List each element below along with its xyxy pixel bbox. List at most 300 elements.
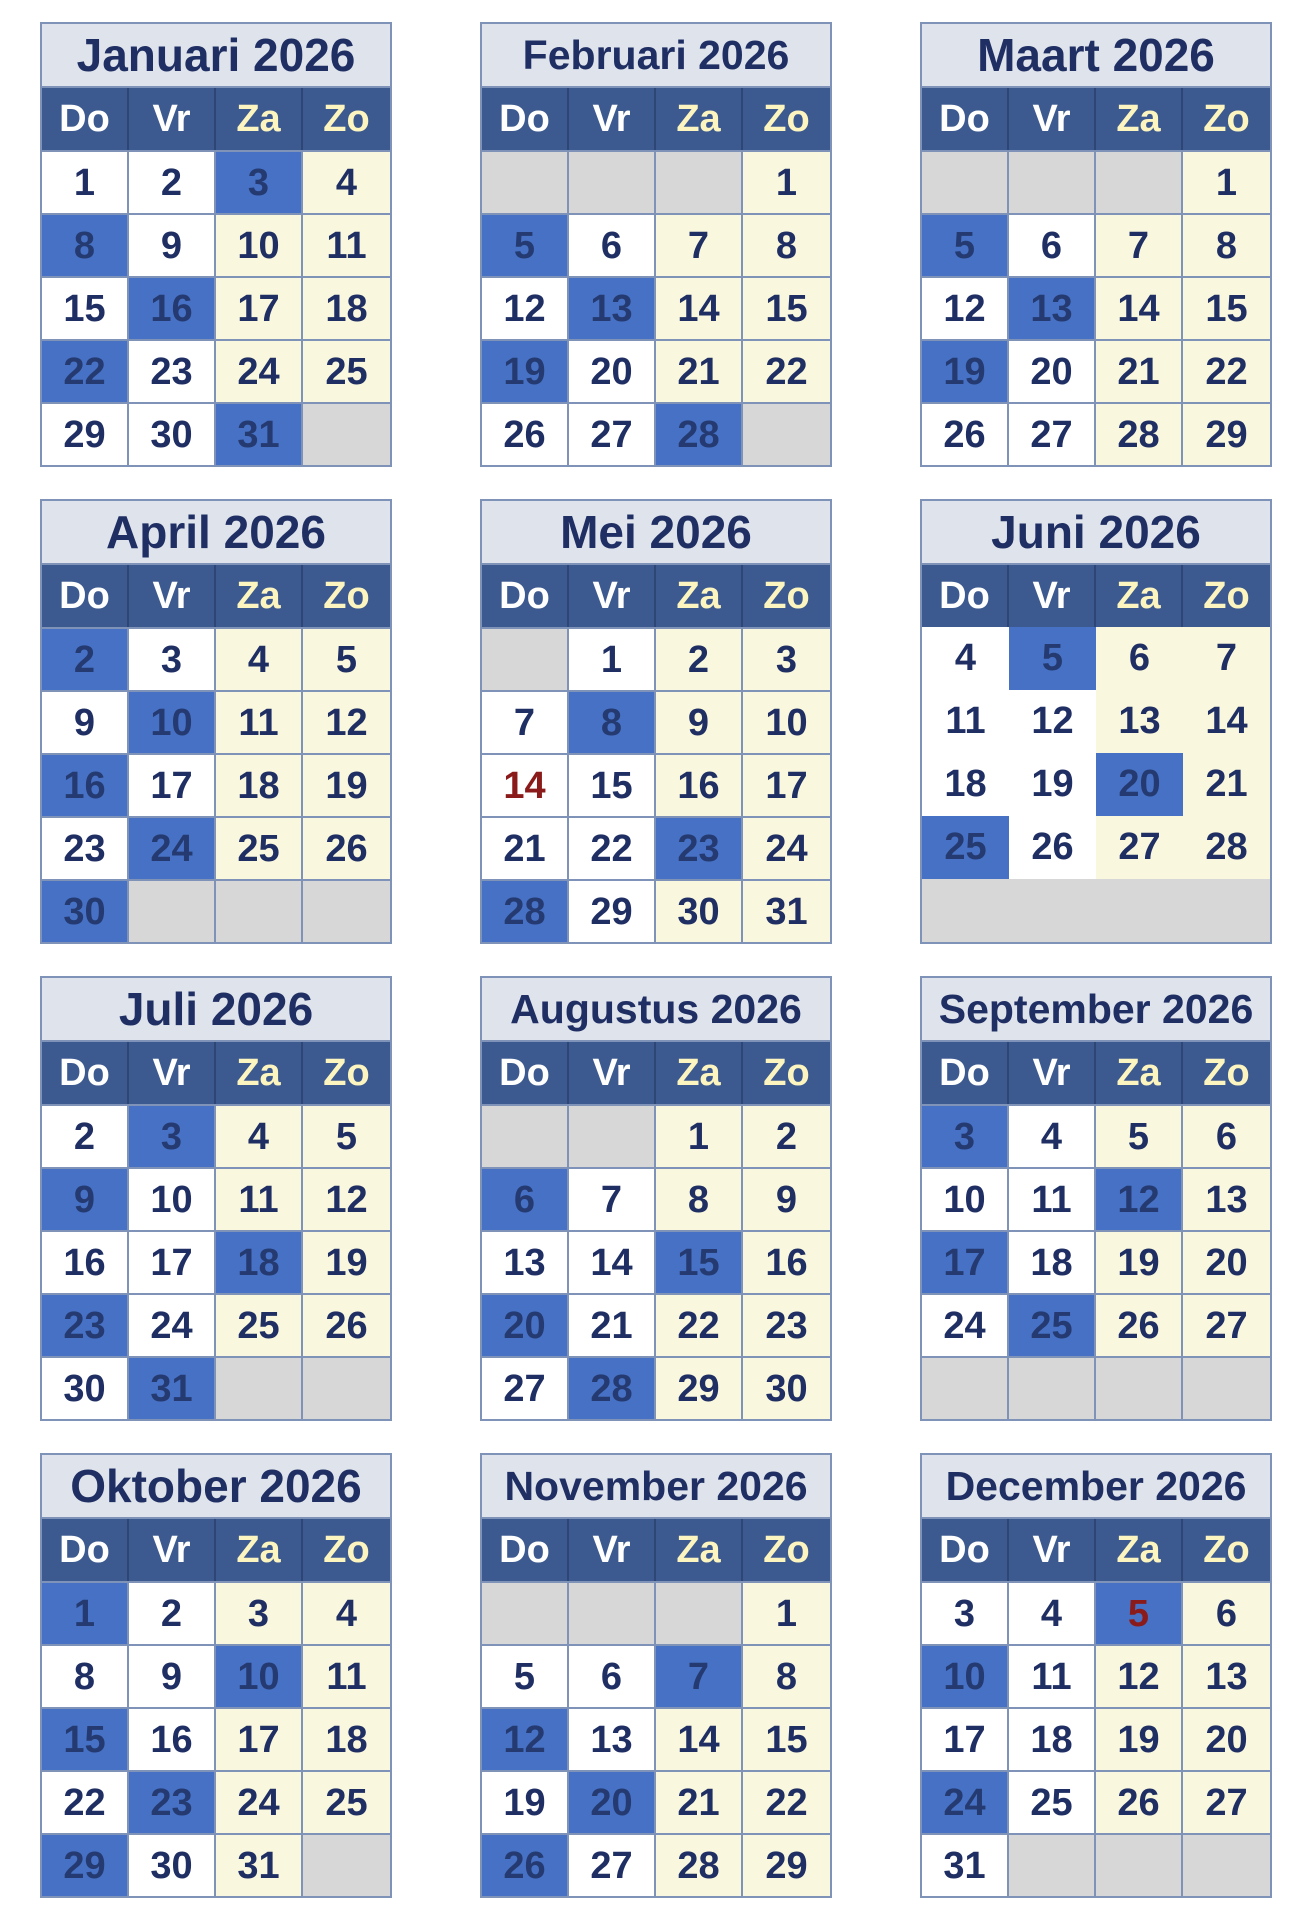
day-cell: 10 [743,690,830,753]
weekday-label: Vr [569,1042,656,1104]
day-cell: 6 [569,1644,656,1707]
day-cell: 27 [1183,1293,1270,1356]
day-cell: 24 [129,816,216,879]
weekday-header [482,1042,830,1104]
day-cell: 1 [42,150,129,213]
day-cell: 2 [129,1581,216,1644]
empty-day-cell [1009,1356,1096,1419]
month-title: Maart 2026 [922,24,1270,88]
month-title: November 2026 [482,1455,830,1519]
day-cell: 4 [216,1104,303,1167]
day-cell: 19 [303,753,390,816]
day-cell: 12 [922,276,1009,339]
weekday-header [42,1042,390,1104]
day-cell: 15 [42,1707,129,1770]
weekday-header [42,565,390,627]
day-cell: 19 [922,339,1009,402]
day-cell: 21 [1183,753,1270,816]
day-cell: 18 [216,1230,303,1293]
day-cell: 17 [216,1707,303,1770]
day-cell: 9 [42,690,129,753]
day-cell: 29 [569,879,656,942]
day-cell: 13 [1183,1644,1270,1707]
day-cell: 16 [42,1230,129,1293]
weekday-header [922,1042,1270,1104]
month-calendar [920,976,1272,1421]
weekday-label: Do [482,1042,569,1104]
day-cell: 19 [303,1230,390,1293]
day-cell: 21 [1096,339,1183,402]
day-cell: 15 [42,276,129,339]
day-cell: 4 [922,627,1009,690]
month-calendar [480,976,832,1421]
day-cell: 17 [922,1230,1009,1293]
empty-day-cell [656,1581,743,1644]
day-cell: 31 [129,1356,216,1419]
weekday-label: Do [482,1519,569,1581]
day-cell: 10 [129,690,216,753]
day-cell: 2 [42,1104,129,1167]
day-cell: 2 [42,627,129,690]
weekday-label: Vr [129,1519,216,1581]
weekday-label: Za [216,1042,303,1104]
day-cell: 10 [216,1644,303,1707]
day-cell: 10 [922,1167,1009,1230]
day-cell: 29 [1183,402,1270,465]
day-cell: 20 [569,339,656,402]
day-grid [42,150,390,465]
day-cell: 18 [1009,1230,1096,1293]
day-cell: 29 [743,1833,830,1896]
day-cell: 26 [1009,816,1096,879]
day-cell: 3 [129,627,216,690]
day-cell: 12 [1009,690,1096,753]
day-cell: 14 [1183,690,1270,753]
day-cell: 17 [216,276,303,339]
day-cell: 13 [1183,1167,1270,1230]
weekday-label: Do [922,88,1009,150]
day-cell: 4 [1009,1581,1096,1644]
day-cell: 13 [569,276,656,339]
day-cell: 24 [922,1770,1009,1833]
empty-day-cell [129,879,216,942]
empty-day-cell [1183,879,1270,942]
weekday-header [482,565,830,627]
empty-day-cell [216,879,303,942]
day-cell: 19 [482,1770,569,1833]
weekday-label: Vr [569,88,656,150]
weekday-label: Vr [1009,1042,1096,1104]
day-cell: 1 [743,150,830,213]
empty-day-cell [1096,150,1183,213]
empty-day-cell [1096,879,1183,942]
day-cell: 8 [1183,213,1270,276]
day-cell: 5 [1009,627,1096,690]
empty-day-cell [482,627,569,690]
day-cell: 7 [569,1167,656,1230]
day-cell: 28 [1096,402,1183,465]
day-cell: 5 [922,213,1009,276]
empty-day-cell [922,150,1009,213]
weekday-header [922,88,1270,150]
day-cell: 7 [656,213,743,276]
day-cell: 17 [129,1230,216,1293]
weekday-label: Do [42,88,129,150]
weekday-label: Zo [303,88,390,150]
weekday-label: Do [922,565,1009,627]
weekday-label: Za [656,88,743,150]
weekday-header [42,88,390,150]
day-cell: 16 [129,1707,216,1770]
weekday-label: Zo [303,565,390,627]
day-grid [482,150,830,465]
calendar-grid [40,22,1272,1898]
weekday-label: Zo [1183,1519,1270,1581]
day-grid [482,1581,830,1896]
day-cell: 8 [656,1167,743,1230]
empty-day-cell [1009,150,1096,213]
day-cell: 1 [1183,150,1270,213]
day-grid [922,1104,1270,1419]
day-cell: 5 [482,213,569,276]
day-cell: 23 [743,1293,830,1356]
empty-day-cell [303,879,390,942]
day-cell: 28 [656,402,743,465]
month-title: April 2026 [42,501,390,565]
day-cell: 17 [743,753,830,816]
day-cell: 23 [129,1770,216,1833]
day-cell: 21 [569,1293,656,1356]
day-cell: 8 [42,1644,129,1707]
weekday-label: Za [1096,1042,1183,1104]
day-cell: 25 [216,1293,303,1356]
month-title: Oktober 2026 [42,1455,390,1519]
day-cell: 11 [1009,1644,1096,1707]
day-cell: 9 [129,1644,216,1707]
weekday-label: Za [656,1042,743,1104]
month-title: Januari 2026 [42,24,390,88]
day-cell: 3 [743,627,830,690]
day-cell: 26 [1096,1770,1183,1833]
weekday-label: Za [216,1519,303,1581]
day-cell: 13 [569,1707,656,1770]
day-grid [482,1104,830,1419]
day-cell: 17 [922,1707,1009,1770]
month-title: Februari 2026 [482,24,830,88]
month-title: Augustus 2026 [482,978,830,1042]
day-cell: 14 [656,276,743,339]
day-cell: 22 [743,1770,830,1833]
day-cell: 26 [303,1293,390,1356]
day-cell: 15 [743,1707,830,1770]
day-cell: 24 [216,1770,303,1833]
day-cell: 18 [303,276,390,339]
day-cell: 30 [129,402,216,465]
day-cell: 22 [656,1293,743,1356]
empty-day-cell [1009,879,1096,942]
day-cell: 14 [482,753,569,816]
weekday-label: Zo [743,1042,830,1104]
day-cell: 30 [129,1833,216,1896]
day-cell: 26 [922,402,1009,465]
day-cell: 12 [303,690,390,753]
weekday-label: Vr [1009,1519,1096,1581]
day-cell: 9 [743,1167,830,1230]
weekday-label: Vr [569,565,656,627]
weekday-label: Zo [303,1519,390,1581]
weekday-label: Za [216,565,303,627]
month-calendar [920,499,1272,944]
weekday-label: Do [482,88,569,150]
day-cell: 5 [303,1104,390,1167]
month-calendar [40,1453,392,1898]
day-cell: 18 [216,753,303,816]
day-cell: 26 [482,1833,569,1896]
day-cell: 18 [1009,1707,1096,1770]
day-cell: 15 [656,1230,743,1293]
day-cell: 20 [1009,339,1096,402]
day-cell: 10 [922,1644,1009,1707]
day-cell: 30 [42,879,129,942]
day-cell: 14 [656,1707,743,1770]
day-cell: 13 [1009,276,1096,339]
empty-day-cell [922,1356,1009,1419]
empty-day-cell [303,1356,390,1419]
day-cell: 25 [1009,1770,1096,1833]
day-cell: 2 [656,627,743,690]
day-cell: 11 [922,690,1009,753]
day-cell: 26 [1096,1293,1183,1356]
day-cell: 20 [569,1770,656,1833]
empty-day-cell [743,402,830,465]
day-cell: 6 [1096,627,1183,690]
day-cell: 8 [743,1644,830,1707]
weekday-label: Vr [129,88,216,150]
weekday-label: Vr [1009,565,1096,627]
day-cell: 19 [1096,1707,1183,1770]
day-cell: 6 [1183,1581,1270,1644]
empty-day-cell [303,402,390,465]
day-cell: 30 [743,1356,830,1419]
day-cell: 19 [1096,1230,1183,1293]
day-cell: 5 [1096,1104,1183,1167]
day-cell: 11 [303,213,390,276]
weekday-label: Za [216,88,303,150]
day-cell: 25 [303,339,390,402]
weekday-header [482,1519,830,1581]
weekday-label: Zo [743,88,830,150]
day-grid [482,627,830,942]
day-cell: 12 [1096,1167,1183,1230]
day-cell: 23 [42,816,129,879]
month-calendar [40,22,392,467]
weekday-label: Zo [1183,1042,1270,1104]
day-grid [922,1581,1270,1896]
day-cell: 22 [42,339,129,402]
weekday-label: Za [656,1519,743,1581]
day-grid [42,1581,390,1896]
day-cell: 13 [482,1230,569,1293]
empty-day-cell [1183,1356,1270,1419]
day-cell: 1 [656,1104,743,1167]
month-title: December 2026 [922,1455,1270,1519]
day-cell: 27 [482,1356,569,1419]
weekday-label: Za [1096,565,1183,627]
day-cell: 14 [569,1230,656,1293]
day-cell: 12 [482,1707,569,1770]
day-cell: 6 [1009,213,1096,276]
weekday-label: Vr [129,565,216,627]
month-calendar [40,499,392,944]
day-cell: 9 [656,690,743,753]
empty-day-cell [922,879,1009,942]
month-calendar [40,976,392,1421]
day-cell: 3 [216,150,303,213]
day-cell: 29 [42,1833,129,1896]
day-cell: 24 [922,1293,1009,1356]
weekday-label: Za [1096,1519,1183,1581]
day-cell: 25 [1009,1293,1096,1356]
day-cell: 3 [129,1104,216,1167]
month-calendar [920,22,1272,467]
empty-day-cell [482,1581,569,1644]
weekday-label: Do [42,565,129,627]
empty-day-cell [656,150,743,213]
empty-day-cell [569,150,656,213]
day-cell: 27 [569,1833,656,1896]
day-cell: 31 [216,402,303,465]
day-cell: 3 [216,1581,303,1644]
day-cell: 17 [129,753,216,816]
day-cell: 8 [42,213,129,276]
day-cell: 21 [482,816,569,879]
day-cell: 12 [1096,1644,1183,1707]
weekday-label: Zo [743,565,830,627]
day-cell: 16 [743,1230,830,1293]
empty-day-cell [1096,1356,1183,1419]
day-cell: 9 [129,213,216,276]
day-cell: 4 [303,1581,390,1644]
day-cell: 25 [922,816,1009,879]
day-cell: 28 [1183,816,1270,879]
day-cell: 1 [42,1581,129,1644]
day-cell: 30 [656,879,743,942]
weekday-header [482,88,830,150]
empty-day-cell [482,150,569,213]
empty-day-cell [303,1833,390,1896]
day-cell: 5 [1096,1581,1183,1644]
empty-day-cell [216,1356,303,1419]
day-cell: 7 [656,1644,743,1707]
empty-day-cell [1096,1833,1183,1896]
weekday-label: Do [482,565,569,627]
day-cell: 12 [303,1167,390,1230]
day-cell: 31 [216,1833,303,1896]
day-cell: 1 [569,627,656,690]
empty-day-cell [1183,1833,1270,1896]
empty-day-cell [482,1104,569,1167]
day-cell: 5 [303,627,390,690]
weekday-header [922,565,1270,627]
weekday-label: Do [922,1519,1009,1581]
weekday-label: Za [1096,88,1183,150]
month-title: Mei 2026 [482,501,830,565]
month-calendar [480,22,832,467]
day-cell: 29 [656,1356,743,1419]
day-cell: 26 [482,402,569,465]
day-cell: 7 [1096,213,1183,276]
day-cell: 5 [482,1644,569,1707]
day-cell: 3 [922,1104,1009,1167]
empty-day-cell [569,1104,656,1167]
day-cell: 2 [743,1104,830,1167]
day-cell: 11 [216,1167,303,1230]
day-cell: 22 [1183,339,1270,402]
day-cell: 19 [1009,753,1096,816]
empty-day-cell [569,1581,656,1644]
day-cell: 7 [1183,627,1270,690]
day-cell: 15 [569,753,656,816]
day-cell: 22 [743,339,830,402]
day-cell: 28 [569,1356,656,1419]
weekday-label: Vr [129,1042,216,1104]
day-cell: 23 [129,339,216,402]
weekday-label: Do [922,1042,1009,1104]
month-calendar [920,1453,1272,1898]
day-cell: 7 [482,690,569,753]
weekday-label: Do [42,1519,129,1581]
day-cell: 18 [303,1707,390,1770]
month-title: Juli 2026 [42,978,390,1042]
day-cell: 29 [42,402,129,465]
day-cell: 4 [303,150,390,213]
weekday-header [42,1519,390,1581]
day-cell: 9 [42,1167,129,1230]
day-cell: 30 [42,1356,129,1419]
day-cell: 6 [482,1167,569,1230]
day-cell: 3 [922,1581,1009,1644]
day-cell: 13 [1096,690,1183,753]
day-cell: 11 [303,1644,390,1707]
day-cell: 20 [1183,1707,1270,1770]
day-grid [922,150,1270,465]
weekday-header [922,1519,1270,1581]
day-cell: 25 [303,1770,390,1833]
day-cell: 15 [1183,276,1270,339]
day-cell: 21 [656,339,743,402]
day-cell: 1 [743,1581,830,1644]
month-calendar [480,499,832,944]
weekday-label: Do [42,1042,129,1104]
day-cell: 28 [482,879,569,942]
day-cell: 24 [216,339,303,402]
month-title: Juni 2026 [922,501,1270,565]
weekday-label: Vr [569,1519,656,1581]
day-cell: 20 [1096,753,1183,816]
day-cell: 4 [216,627,303,690]
weekday-label: Za [656,565,743,627]
day-cell: 8 [569,690,656,753]
day-cell: 31 [922,1833,1009,1896]
day-cell: 28 [656,1833,743,1896]
day-cell: 6 [569,213,656,276]
day-cell: 23 [656,816,743,879]
day-cell: 27 [1096,816,1183,879]
day-cell: 11 [216,690,303,753]
day-cell: 14 [1096,276,1183,339]
day-cell: 20 [1183,1230,1270,1293]
day-cell: 15 [743,276,830,339]
